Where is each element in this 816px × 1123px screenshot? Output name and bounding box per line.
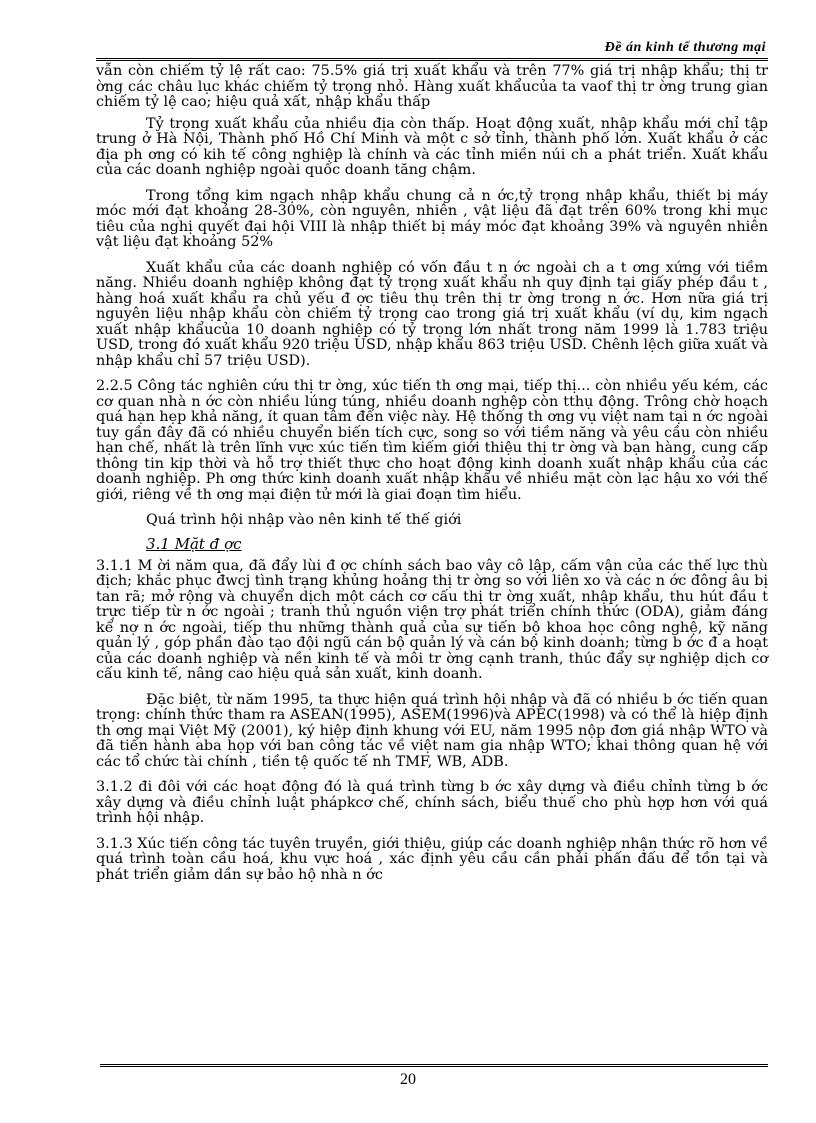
- paragraph: 3.1.2 đi đôi với các hoạt động đó là quá trình từng b ớc xây dựng và điều chỉnh từng b ớc xây dựng và điều chỉnh luật phápkcơ chế, chính sách, biểu thuế cho phù hợp hơn với quá trình hội nhập.: [96, 779, 768, 826]
- paragraph: Trong tổng kim ngạch nhập khẩu chung cả n ớc,tỷ trọng nhập khẩu, thiết bị máy móc mới đạt khoảng 28-30%, còn nguyên, nhiên , vật liệu đã đạt trên 60% trong khi mục tiêu của nghị quyết đại hội VIII là nhập thiết bị máy móc đạt khoảng 39% và nguyên nhiên vật liệu đạt khoảng 52%: [96, 187, 768, 250]
- paragraph: Đặc biệt, từ năm 1995, ta thực hiện quá trình hội nhập và đã có nhiều b ớc tiến quan trọng: chính thức tham ra ASEAN(1995), ASEM(1996)và APEC(1998) và có thể là hiệp định th ơng mại Việt Mỹ (2001), ký hiệp định khung với EU, năm 1995 nộp đơn giá nhập WTO và đã tiến hành aba họp với ban công tác về việt nam gia nhập WTO; khai thông quan hệ với các tổ chức tài chính , tiền tệ quốc tế nh TMF, WB, ADB.: [96, 691, 768, 770]
- footer-rule: [100, 1064, 768, 1067]
- paragraph: vẫn còn chiếm tỷ lệ rất cao: 75.5% giá trị xuất khẩu và trên 77% giá trị nhập khẩu; thị tr ờng các châu lục khác chiếm tỷ trọng nhỏ. Hàng xuất khẩucủa ta vaof thị tr ờng trung gian chiếm tỷ lệ cao; hiệu quả xất, nhập khẩu thấp: [96, 63, 768, 110]
- subsection-heading: 3.1 Mặt đ ợc: [146, 534, 242, 553]
- paragraph: 3.1.1 M ời năm qua, đã đẩy lùi đ ợc chính sách bao vây cô lập, cấm vận của các thế lực thù địch; khắc phục đwcj tình trạng khủng hoảng thị tr ờng so với liên xo và các n ớc đông âu bị tan rã; mở rộng và chuyển dịch một cách cơ cấu thị tr ờng xuất, nhập khẩu, thu hút đầu t trực tiếp từ n ớc ngoài ; tranh thủ nguồn viện trợ phát triển chính thức (ODA), giảm đáng kể nợ n ớc ngoài, tiếp thu những thành quả của sự tiến bộ khoa học công nghệ, kỹ năng quản lý , góp phần đào tạo đội ngũ cán bộ quản lý và cán bộ kinh doanh; từng b ớc đ a hoạt của các doanh nghiệp và nền kinh tế và môi tr ờng cạnh tranh, thúc đẩy sự nghiệp dịch cơ cấu kinh tế, nâng cao hiệu quả sản xuất, kinh doanh.: [96, 557, 769, 682]
- page-number: 20: [400, 1071, 416, 1088]
- page-body: [96, 64, 768, 889]
- paragraph: 3.1.3 Xúc tiến công tác tuyên truyền, giới thiệu, giúp các doanh nghiệp nhận thức rõ hơn về quá trình toàn cầu hoá, khu vực hoá , xác định yêu cầu cần phải phấn đấu để tồn tại và phát triển giảm dần sự bảo hộ nhà n ớc: [96, 835, 768, 883]
- header-rule: [96, 58, 768, 61]
- section-heading: Quá trình hội nhập vào nên kinh tế thế giới: [146, 512, 462, 528]
- paragraph: Tỷ trọng xuất khẩu của nhiều địa còn thấp. Hoạt động xuất, nhập khẩu mới chỉ tập trung ở Hà Nội, Thành phố Hồ Chí Minh và một c sở tỉnh, thành phố lớn. Xuất khẩu ở các địa ph ơng có kih tế công nghiệp là chính và các tỉnh miền núi ch a phát triển. Xuất khẩu của các doanh nghiệp ngoài quốc doanh tăng chậm.: [96, 115, 768, 178]
- header-title: Đề án kinh tế thương mại: [604, 40, 766, 55]
- paragraph: 2.2.5 Công tác nghiên cứu thị tr ờng, xúc tiến th ơng mại, tiếp thị... còn nhiều yếu kém, các cơ quan nhà n ớc còn nhiều lúng túng, nhiều doanh nghệp còn tthụ động. Trông chờ hoạch quá hạn hẹp khả năng, ít quan tâm đến việc này. Hệ thống th ơng vụ việt nam tại n ớc ngoài tuy gần đây đã có nhiều chuyển biến tích cực, song so với tiềm năng và yêu cầu còn nhiều hạn chế, nhất là trên lĩnh vực xúc tiến tìm kiếm giới thiệu thị tr ờng và bạn hàng, cung cấp thông tin kịp thời và hỗ trợ thiết thực cho hoạt động kinh doanh xuất nhập khẩu của các doanh nghiệp. Ph ơng thức kinh doanh xuất nhập khẩu về nhiều mặt còn lạc hậu xo với thế giới, riêng về th ơng mại điện tử mới là giai đoạn tìm hiểu.: [96, 378, 768, 503]
- paragraph: Xuất khẩu của các doanh nghiệp có vốn đầu t n ớc ngoài ch a t ơng xứng với tiềm năng. Nhiều doanh nghiệp không đạt tỷ trọng xuất khẩu nh quy định tại giấy phép đầu t , hàng hoá xuất khẩu ra chủ yếu đ ợc tiêu thụ trên thị tr ờng trong n ớc. Hơn nữa giá trị nguyên liệu nhập khẩu còn chiếm tỷ trọng cao trong giá trị xuất khẩu (ví dụ, kim ngạch xuất nhập khẩucủa 10 doanh nghiệp có tỷ trọng lớn nhất trong năm 1999 là 1.783 triệu USD, trong đó xuất khẩu 920 triệu USD, nhập khẩu 863 triệu USD. Chênh lệch giữa xuất và nhập khẩu chỉ 57 triệu USD).: [96, 259, 768, 369]
